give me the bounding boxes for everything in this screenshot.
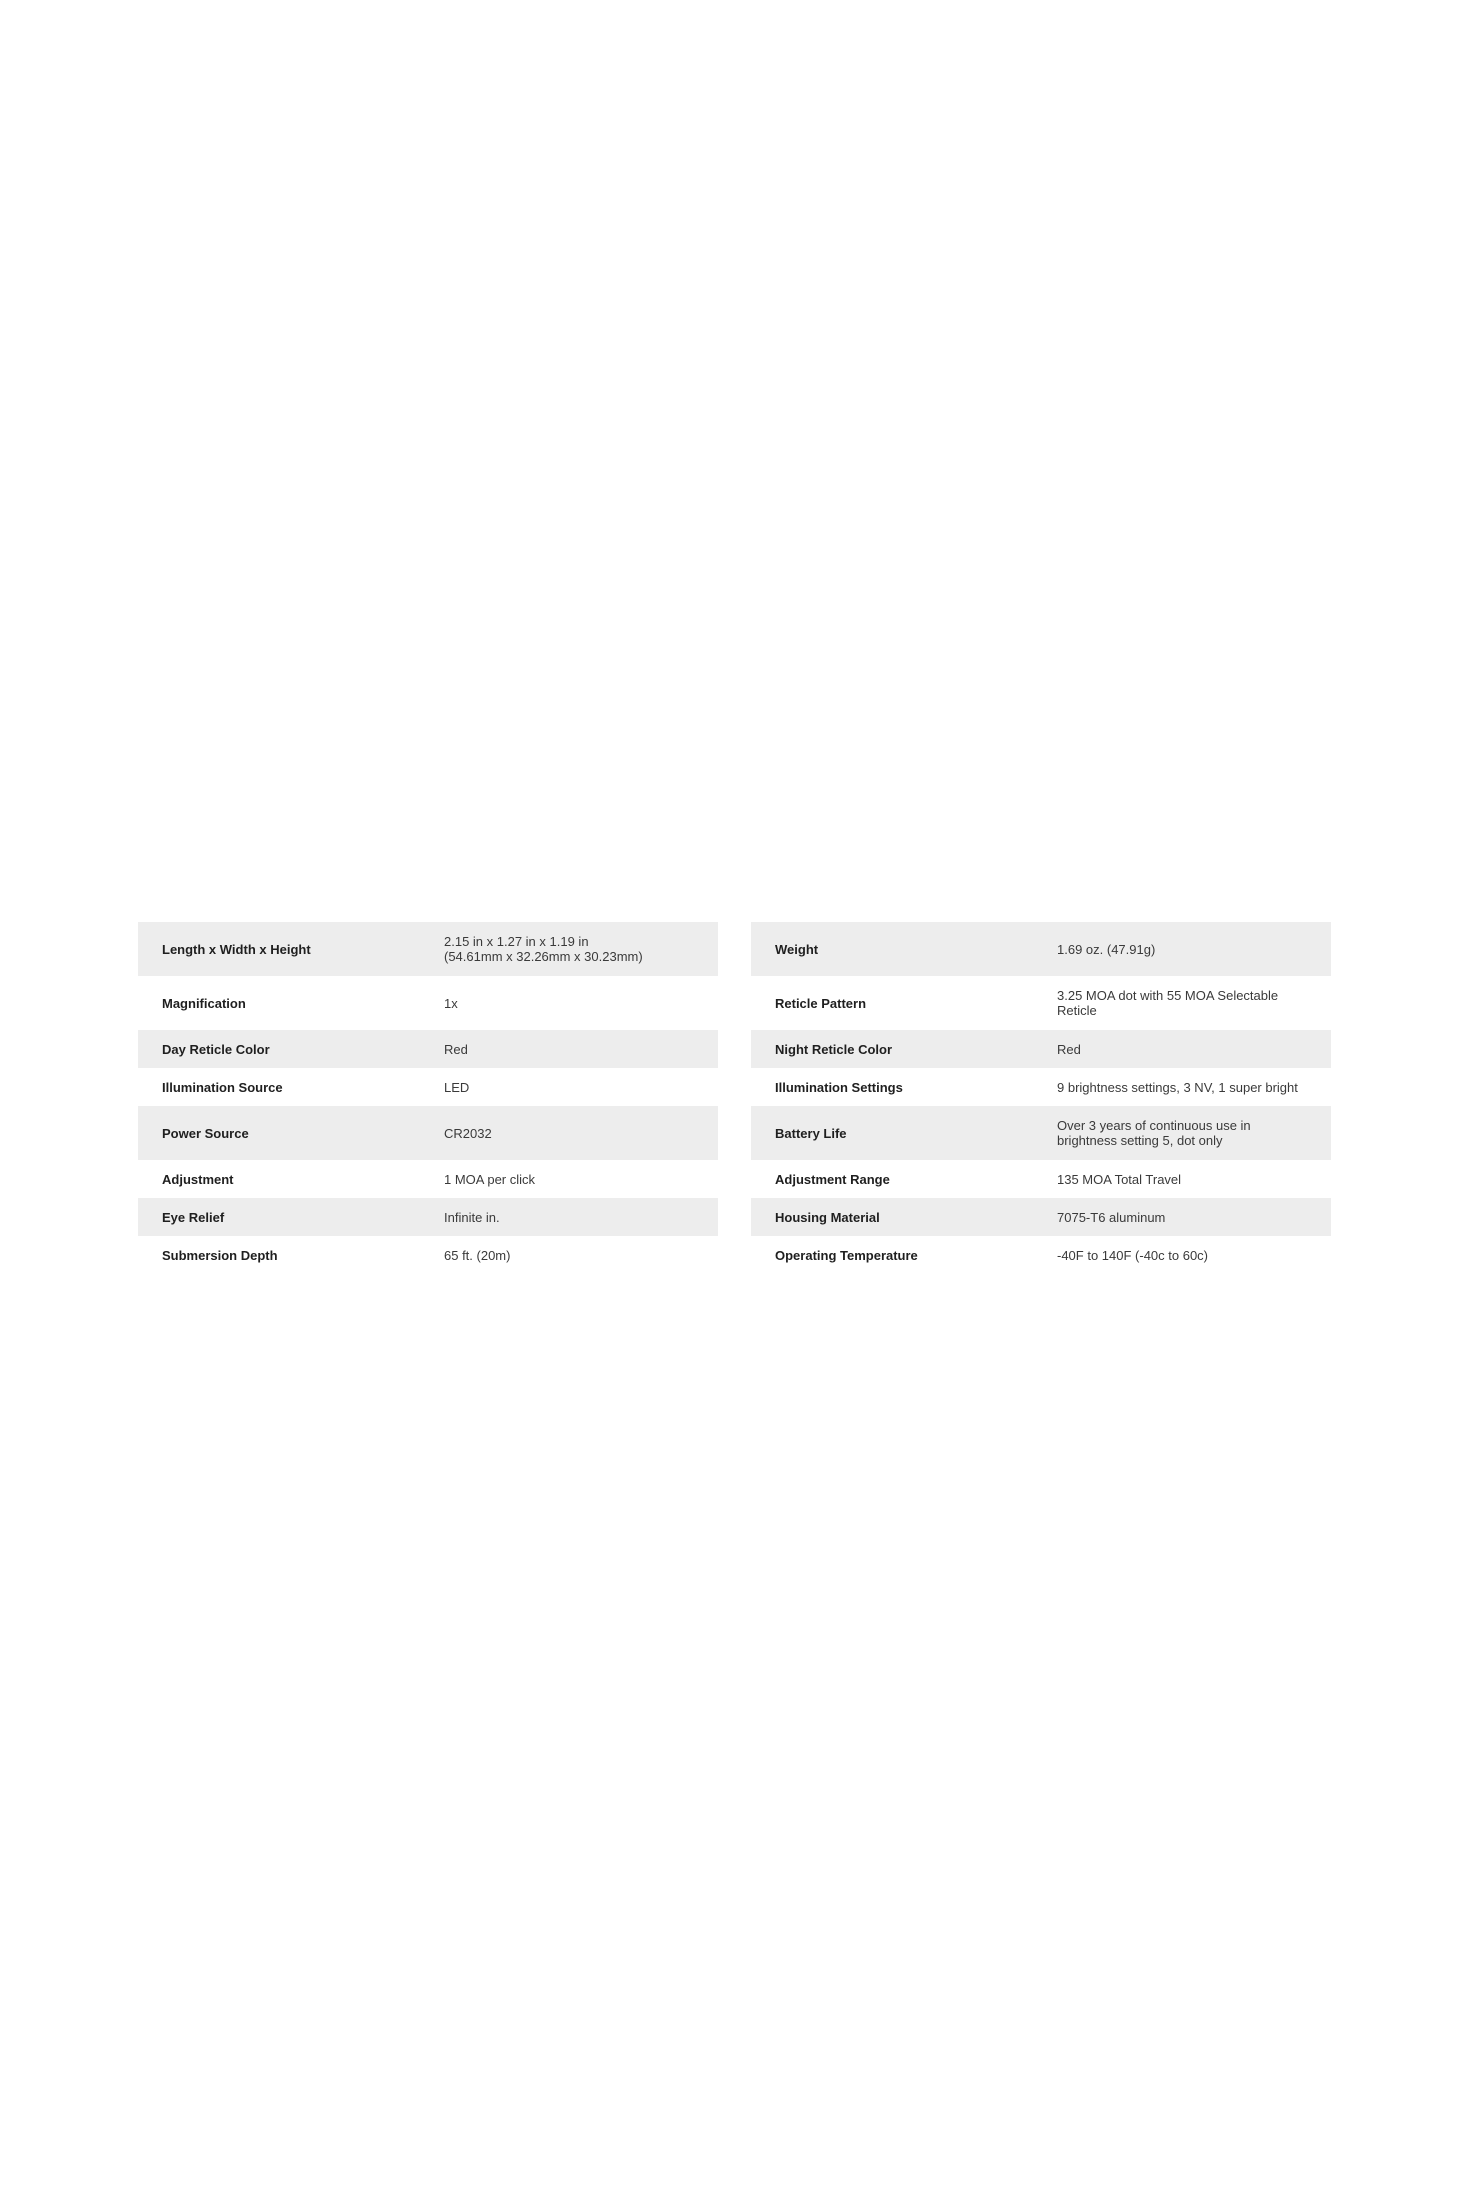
spec-value-line: 65 ft. (20m) — [444, 1247, 511, 1263]
spec-value — [420, 1068, 718, 1106]
spec-row — [751, 922, 1331, 976]
spec-row — [138, 1198, 718, 1236]
spec-value-line: Red — [444, 1041, 468, 1057]
spec-label: Submersion Depth — [162, 1247, 278, 1263]
spec-value-line: 7075-T6 aluminum — [1057, 1209, 1166, 1225]
spec-row — [138, 976, 718, 1030]
spec-value — [420, 1106, 718, 1160]
spec-value-line: Reticle — [1057, 1003, 1097, 1018]
spec-label: Adjustment — [162, 1171, 234, 1187]
spec-value-line: Over 3 years of continuous use in — [1057, 1118, 1251, 1133]
spec-value-line: 135 MOA Total Travel — [1057, 1171, 1182, 1187]
spec-label: Reticle Pattern — [775, 995, 867, 1011]
spec-value-line: brightness setting 5, dot only — [1057, 1133, 1223, 1148]
spec-value — [420, 1160, 718, 1198]
spec-value-line: CR2032 — [444, 1125, 492, 1141]
spec-row — [751, 976, 1331, 1030]
spec-row — [751, 1068, 1331, 1106]
spec-row — [138, 1106, 718, 1160]
spec-row — [138, 1160, 718, 1198]
spec-value — [1033, 1106, 1331, 1160]
spec-row — [138, 922, 718, 976]
spec-value-line: Infinite in. — [444, 1209, 500, 1225]
spec-row — [751, 1198, 1331, 1236]
spec-row — [751, 1236, 1331, 1274]
specs-table-left — [138, 922, 718, 1274]
spec-value-line: 1 MOA per click — [444, 1171, 536, 1187]
spec-value-line: LED — [444, 1079, 470, 1095]
spec-value — [1033, 922, 1331, 976]
spec-label: Illumination Settings — [775, 1079, 903, 1095]
spec-label: Housing Material — [775, 1209, 880, 1225]
spec-value — [1033, 1160, 1331, 1198]
spec-value — [420, 922, 718, 976]
spec-value — [1033, 1236, 1331, 1274]
spec-label: Battery Life — [775, 1125, 847, 1141]
spec-value — [420, 1198, 718, 1236]
spec-row — [138, 1030, 718, 1068]
spec-value-line: 1x — [444, 995, 458, 1011]
spec-value-line: 9 brightness settings, 3 NV, 1 super bright — [1057, 1079, 1298, 1095]
spec-row — [751, 1106, 1331, 1160]
spec-label: Adjustment Range — [775, 1171, 890, 1187]
spec-value — [420, 1236, 718, 1274]
spec-value — [420, 1030, 718, 1068]
spec-row — [751, 1030, 1331, 1068]
spec-label: Night Reticle Color — [775, 1041, 893, 1057]
spec-label: Weight — [775, 941, 819, 957]
spec-value — [1033, 1030, 1331, 1068]
spec-label: Power Source — [162, 1125, 249, 1141]
spec-value — [1033, 1068, 1331, 1106]
spec-value-line: 3.25 MOA dot with 55 MOA Selectable — [1057, 988, 1279, 1003]
spec-value-line: 2.15 in x 1.27 in x 1.19 in — [444, 934, 589, 949]
spec-value-line: 1.69 oz. (47.91g) — [1057, 941, 1156, 957]
spec-value-line: -40F to 140F (-40c to 60c) — [1057, 1247, 1209, 1263]
spec-row — [138, 1068, 718, 1106]
spec-label: Length x Width x Height — [162, 941, 311, 957]
spec-value-line: (54.61mm x 32.26mm x 30.23mm) — [444, 949, 643, 964]
spec-label: Eye Relief — [162, 1209, 225, 1225]
spec-label: Magnification — [162, 995, 246, 1011]
spec-label: Day Reticle Color — [162, 1041, 270, 1057]
spec-value — [1033, 1198, 1331, 1236]
spec-label: Illumination Source — [162, 1079, 283, 1095]
spec-value — [1033, 976, 1331, 1030]
specs-table-right — [751, 922, 1331, 1274]
spec-value — [420, 976, 718, 1030]
spec-value-line: Red — [1057, 1041, 1081, 1057]
spec-row — [138, 1236, 718, 1274]
spec-label: Operating Temperature — [775, 1247, 918, 1263]
spec-row — [751, 1160, 1331, 1198]
